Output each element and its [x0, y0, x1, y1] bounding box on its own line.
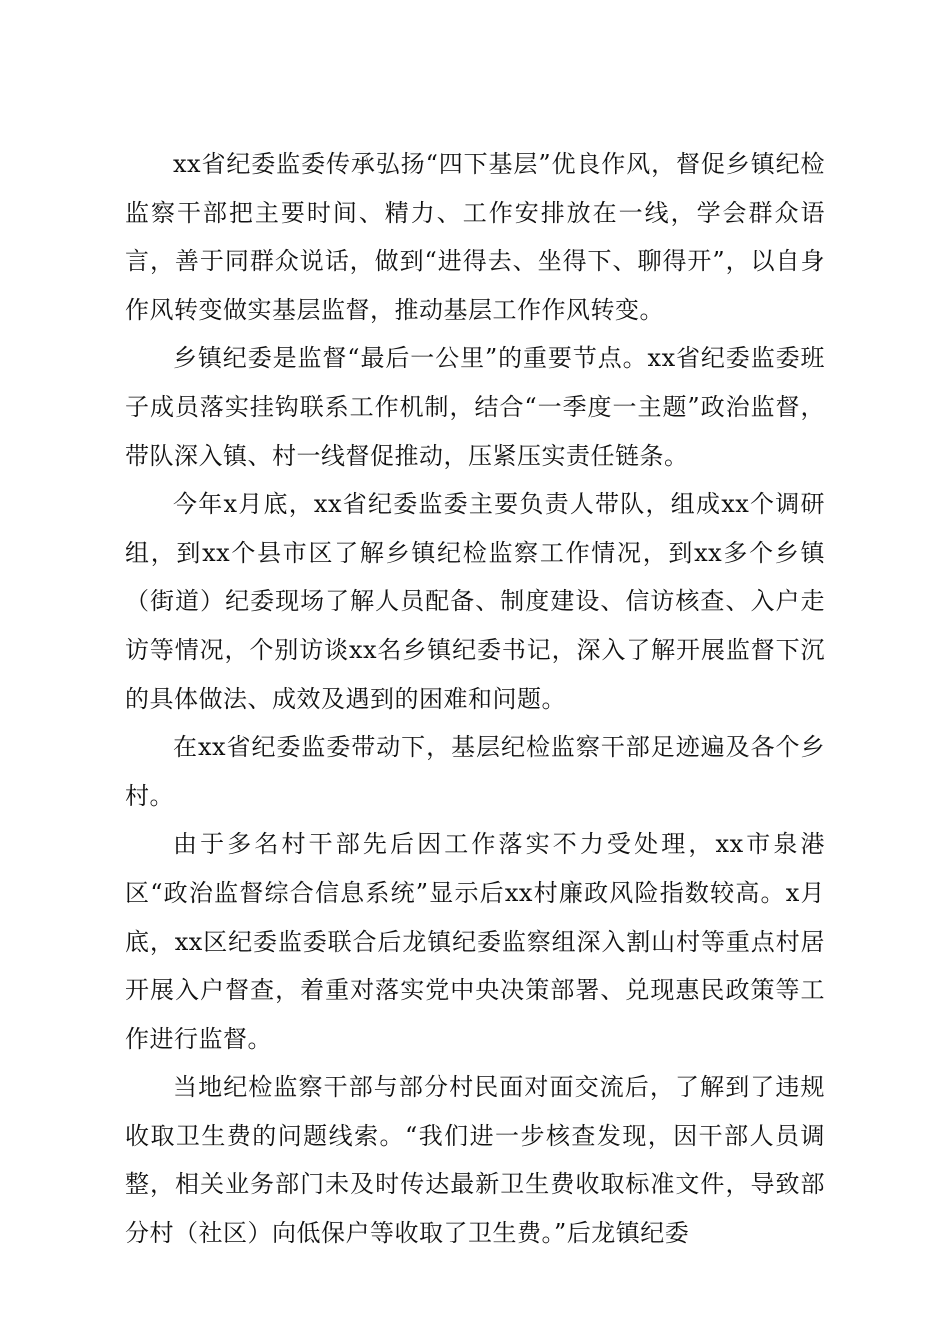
paragraph-6: 当地纪检监察干部与部分村民面对面交流后，了解到了违规收取卫生费的问题线索。“我们进一步核查发现，因干部人员调整，相关业务部门未及时传达最新卫生费收取标准文件，导致部分村（社区）向低保户等收取了卫生费。”后龙镇纪委 — [125, 1073, 825, 1248]
paragraph-5: 由于多名村干部先后因工作落实不力受处理，xx市泉港区“政治监督综合信息系统”显示后xx村廉政风险指数较高。x月底，xx区纪委监委联合后龙镇纪委监察组深入割山村等重点村居开展入户督查，着重对落实党中央决策部署、兑现惠民政策等工作进行监督。 — [125, 830, 825, 1053]
document-body — [125, 140, 825, 1258]
paragraph-4: 在xx省纪委监委带动下，基层纪检监察干部足迹遍及各个乡村。 — [125, 733, 825, 810]
paragraph-1: xx省纪委监委传承弘扬“四下基层”优良作风，督促乡镇纪检监察干部把主要时间、精力、工作安排放在一线，学会群众语言，善于同群众说话，做到“进得去、坐得下、聊得开”，以自身作风转变做实基层监督，推动基层工作作风转变。 — [125, 150, 825, 324]
paragraph-2: 乡镇纪委是监督“最后一公里”的重要节点。xx省纪委监委班子成员落实挂钩联系工作机制，结合“一季度一主题”政治监督，带队深入镇、村一线督促推动，压紧压实责任链条。 — [125, 344, 825, 470]
paragraph-3: 今年x月底，xx省纪委监委主要负责人带队，组成xx个调研组，到xx个县市区了解乡镇纪检监察工作情况，到xx多个乡镇（街道）纪委现场了解人员配备、制度建设、信访核查、入户走访等情况，个别访谈xx名乡镇纪委书记，深入了解开展监督下沉的具体做法、成效及遇到的困难和问题。 — [125, 490, 825, 713]
